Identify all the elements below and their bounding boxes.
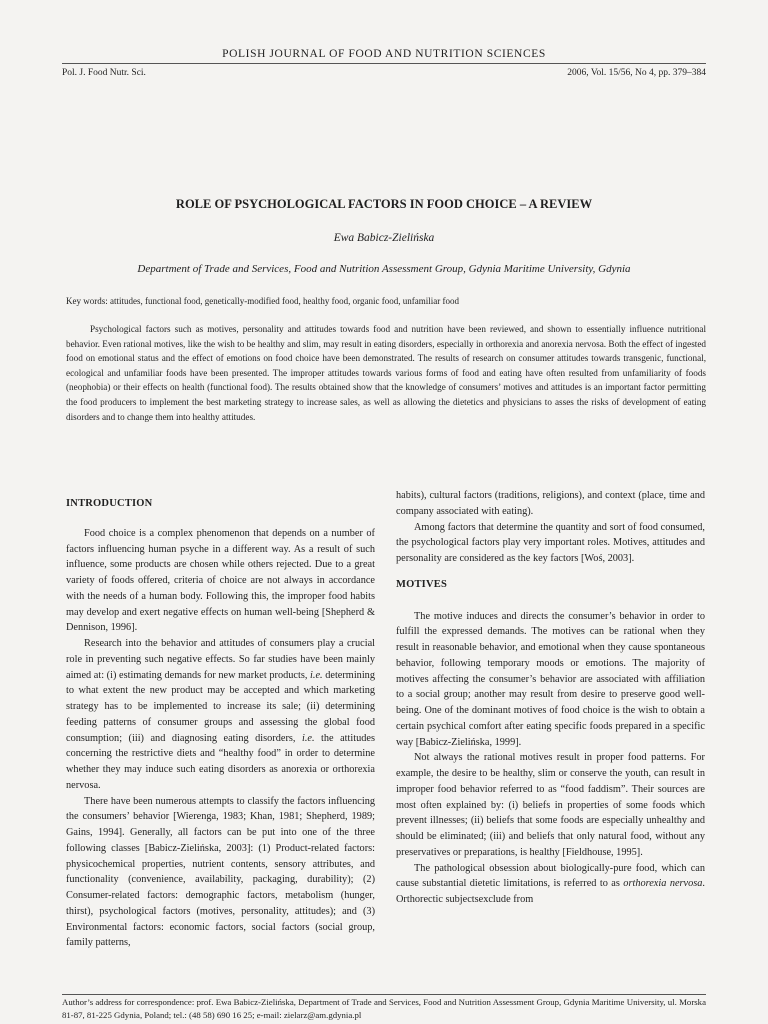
intro-paragraph-2: Research into the behavior and attitudes of consumers play a crucial role in preventing such negative effects. So far studies have been mainly aimed at: (i) estimating demands for new market products, i.e. determining to what extent the new product may be accepted and which marketing strategy has to be implemented to increase its sale; (ii) determining feeding patterns of consumer groups and assessing the global food consumption; (iii) and diagnosing eating disorders, i.e. the attitudes concerning the restrictive diets and “healthy food” in order to determine whether they may induce such eating disorders as anorexia or orthorexia nervosa. xyxy=(66,638,376,791)
author-affiliation: Department of Trade and Services, Food and Nutrition Assessment Group, Gdynia Maritime University, Gdynia xyxy=(137,263,631,275)
right-column xyxy=(396,488,705,908)
article-author: Ewa Babicz-Zielińska xyxy=(333,232,435,244)
motives-paragraph-1: The motive induces and directs the consumer’s behavior in order to fulfill the expressed demands. The motives can be rational when they result in reasonable behavior, and emotional when they cause spontaneous behavior, following temporary moods or emotions. The majority of motives affecting the consumer’s behavior are associated with affiliation to a social group; another may result from desire to preserve good well-being. One of the dominant motives of food choice is the wish to obtain a certain psychical comfort after eating specific foods prepared in a specific way [Babicz-Zielińska, 1999]. xyxy=(396,610,705,748)
correspondence-footnote: Author’s address for correspondence: prof. Ewa Babicz-Zielińska, Department of Trade and Services, Food and Nutrition Assessment Group, Gdynia Maritime University, ul. Morska 81-87, 81-225 Gdynia, Poland; tel.: (48 58) 690 16 25; e-mail: zielarz@am.gdynia.pl xyxy=(62,997,706,1020)
footnote-rule xyxy=(62,994,706,995)
section-heading-motives: MOTIVES xyxy=(396,578,447,590)
left-column xyxy=(66,488,375,951)
intro-paragraph-1: Food choice is a complex phenomenon that depends on a number of factors influencing human psyche in a different way. As a result of such influence, some products are chosen while others rejected. Due to a great variety of foods offered, criteria of choice are not always in accordance with the needs of a human body. Following this, the improper food habits may develop and exert negative effects on human well-being [Shepherd & Dennison, 1996]. xyxy=(66,527,375,634)
motives-paragraph-2: Not always the rational motives result in proper food patterns. For example, the desire to be healthy, slim or conserve the youth, can result in improper food behavior referred to as “food faddism”. Their sources are most often explained by: (i) beliefs in properties of some foods which prevent illnesses; (ii) beliefs that some foods are especially unhealthy and should be eliminated; (iii) and beliefs that only natural food, without any preservatives or preparations, is healthy [Fieldhouse, 1995]. xyxy=(396,752,705,858)
intro-paragraph-4: Among factors that determine the quantity and sort of food consumed, the psychological factors play very important roles. Motives, attitudes and personality are considered as the key factors [Woś, 2003]. xyxy=(396,521,705,564)
continued-paragraph: habits), cultural factors (traditions, religions), and context (place, time and company associated with eating). xyxy=(396,490,705,517)
volume-citation: 2006, Vol. 15/56, No 4, pp. 379–384 xyxy=(567,68,706,78)
journal-citation: Pol. J. Food Nutr. Sci. xyxy=(62,68,146,78)
abstract: Psychological factors such as motives, personality and attitudes towards food and nutrition have been reviewed, and shown to essentially influence nutritional behavior. Even rational motives, like the wish to be healthy and slim, may result in eating disorders, especially in orthorexia and anorexia nervosa. Both the effect of ingested food on emotional status and the effect of emotions on food choice have been demonstrated. The results of research on consumer attitudes towards transgenic, functional, ecological and unfamiliar foods have been presented. The improper attitudes towards various forms of food and eating have often resulted from unfamiliarity of foods (neophobia) or their effects on health (functional food). The results obtained show that the knowledge of consumers’ motives and attitudes is an important factor permitting the food producers to implement the best marketing strategy to increase sales, as well as allowing the dietetics and physicians to asses the risks of development of eating disorders and to change them into healthy attitudes. xyxy=(66,324,706,422)
header-rule xyxy=(62,63,706,64)
intro-paragraph-3: There have been numerous attempts to classify the factors influencing the consumers’ behavior [Wierenga, 1983; Khan, 1981; Shepherd, 1989; Gains, 1994]. Generally, all factors can be put into one of the three following classes [Babicz-Zielińska, 2003]: (1) Product-related factors: physicochemical properties, nutrient contents, sensory attributes, and functionality (convenience, availability, packaging, durability); (2) Consumer-related factors: demographic factors, metabolism (hunger, thirst), psychological factors (motives, personality, attitudes); and (3) Environmental factors: economic factors, social factors (social group, family patterns, xyxy=(66,795,375,949)
journal-name: POLISH JOURNAL OF FOOD AND NUTRITION SCIENCES xyxy=(222,48,546,60)
keywords: Key words: attitudes, functional food, genetically-modified food, healthy food, organic food, unfamiliar food xyxy=(66,296,459,306)
section-heading-introduction: INTRODUCTION xyxy=(66,498,153,509)
motives-paragraph-3: The pathological obsession about biologically-pure food, which can cause substantial dietetic limitations, is referred to as orthorexia nervosa. Orthorectic subjectsexclude from xyxy=(396,862,705,905)
article-title: ROLE OF PSYCHOLOGICAL FACTORS IN FOOD CHOICE – A REVIEW xyxy=(175,197,593,211)
